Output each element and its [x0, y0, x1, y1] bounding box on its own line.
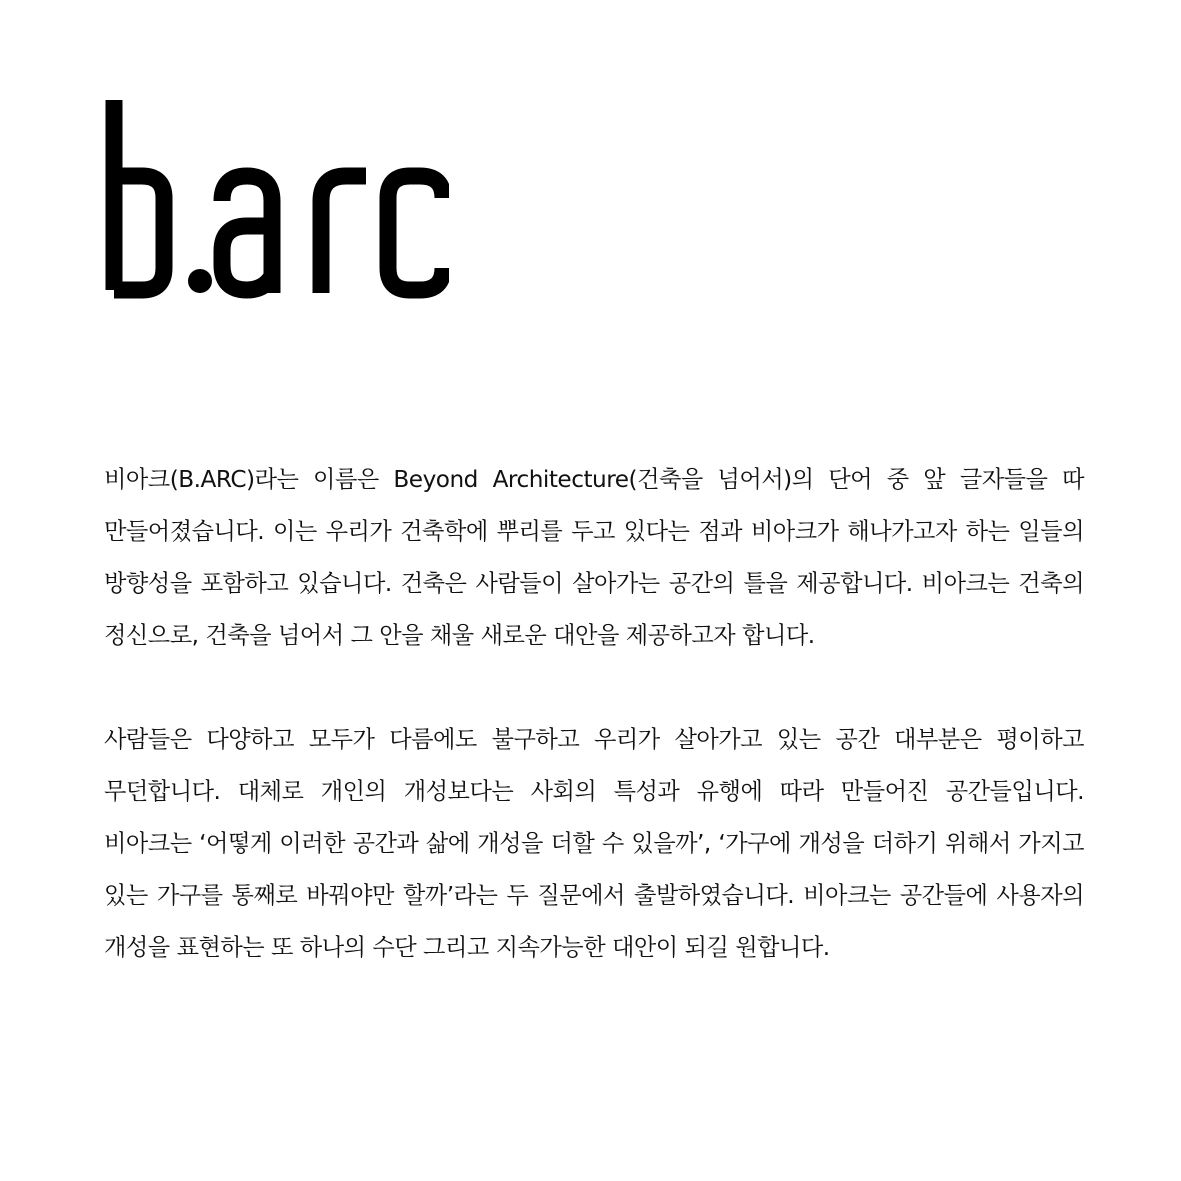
brand-description	[104, 454, 1084, 974]
logo-dot	[188, 269, 212, 293]
brand-logo	[104, 98, 449, 300]
logo-c	[388, 176, 443, 290]
philosophy-paragraph: 사람들은 다양하고 모두가 다름에도 불구하고 우리가 살아가고 있는 공간 대부분은 평이하고 무던합니다. 대체로 개인의 개성보다는 사회의 특성과 유행에 따라 만들어진 공간들입니다. 비아크는 ‘어떻게 이러한 공간과 삶에 개성을 더할 수 있을까’, ‘가구에 개성을 더하기 위해서 가지고 있는 가구를 통째로 바꿔야만 할까’라는 두 질문에서 출발하였습니다. 비아크는 공간들에 사용자의 개성을 표현하는 또 하나의 수단 그리고 지속가능한 대안이 되길 원합니다.	[104, 726, 1084, 961]
logo-r	[321, 176, 366, 293]
brand-logo-mark	[104, 98, 449, 300]
intro-paragraph: 비아크(B.ARC)라는 이름은 Beyond Architecture(건축을 넘어서)의 단어 중 앞 글자들을 따 만들어졌습니다. 이는 우리가 건축학에 뿌리를 두고 있다는 점과 비아크가 해나가고자 하는 일들의 방향성을 포함하고 있습니다. 건축은 사람들이 살아가는 공간의 틀을 제공합니다. 비아크는 건축의 정신으로, 건축을 넘어서 그 안을 채울 새로운 대안을 제공하고자 합니다.	[104, 466, 1084, 649]
